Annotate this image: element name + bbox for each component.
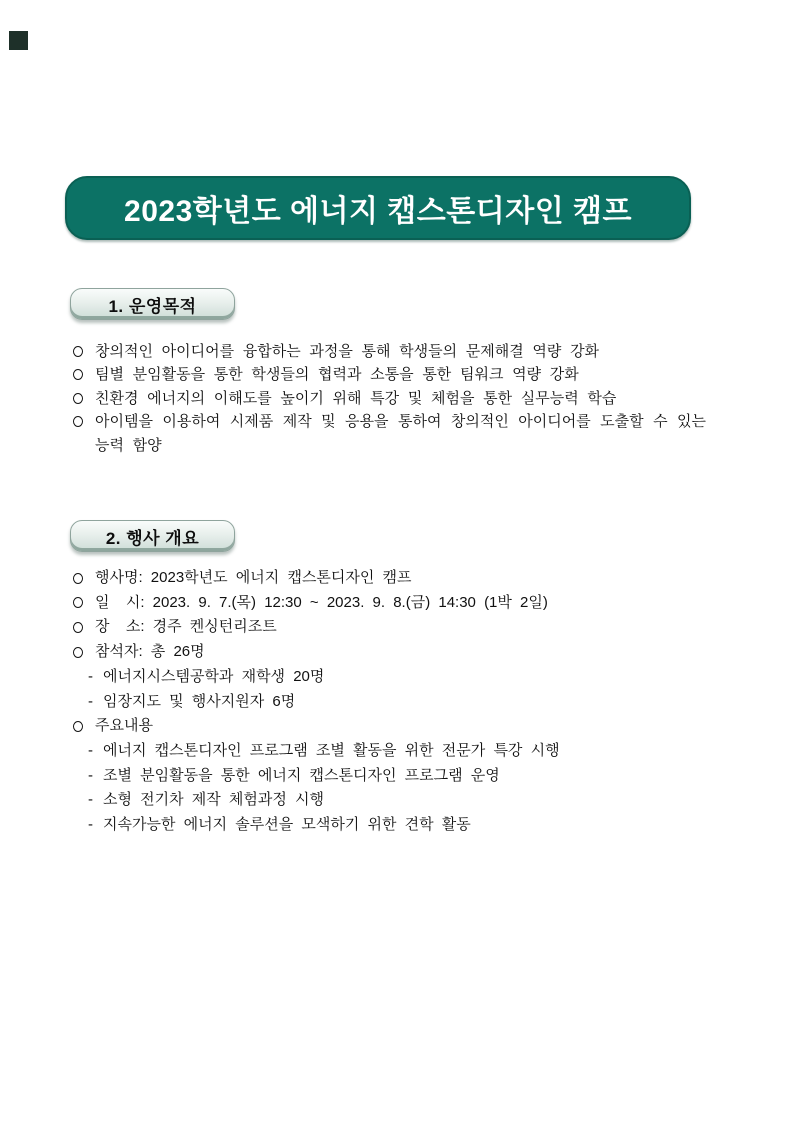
section-2-heading: 2. 행사 개요 bbox=[105, 528, 200, 548]
list-item-text: 임장지도 및 행사지원자 6명 bbox=[103, 692, 296, 710]
section-1-bullet-list bbox=[72, 340, 715, 457]
list-item bbox=[72, 739, 732, 764]
section-2-item-list bbox=[72, 566, 732, 838]
list-item-text: 일 시: 2023. 9. 7.(목) 12:30 ~ 2023. 9. 8.(금) 14:30 (1박 2일) bbox=[95, 593, 548, 611]
dash-marker-icon: - bbox=[88, 741, 93, 759]
circle-bullet-icon bbox=[73, 393, 83, 404]
list-item-text: 장 소: 경주 켄싱턴리조트 bbox=[95, 618, 277, 636]
circle-bullet-icon bbox=[73, 597, 83, 608]
list-item bbox=[72, 813, 732, 838]
dash-marker-icon: - bbox=[88, 667, 93, 685]
list-item bbox=[72, 714, 732, 739]
circle-bullet-icon bbox=[73, 647, 83, 658]
list-item-text: 에너지시스템공학과 재학생 20명 bbox=[103, 667, 325, 685]
dash-marker-icon: - bbox=[88, 692, 93, 710]
list-item bbox=[72, 340, 706, 363]
list-item bbox=[72, 640, 732, 665]
list-item bbox=[72, 591, 732, 616]
list-item-text: 팀별 분임활동을 통한 학생들의 협력과 소통을 통한 팀워크 역량 강화 bbox=[95, 366, 579, 384]
list-item bbox=[72, 363, 706, 386]
list-item-text: 에너지 캡스톤디자인 프로그램 조별 활동을 위한 전문가 특강 시행 bbox=[103, 741, 560, 759]
section-1-heading-pill bbox=[70, 288, 235, 320]
dash-marker-icon: - bbox=[88, 816, 93, 834]
circle-bullet-icon bbox=[73, 573, 83, 584]
section-2-heading-pill bbox=[70, 520, 235, 552]
list-item-text: 아이템을 이용하여 시제품 제작 및 응용을 통하여 창의적인 아이디어를 도출할 수 있는 능력 함양 bbox=[95, 413, 715, 454]
list-item bbox=[72, 566, 732, 591]
list-item-text: 주요내용 bbox=[95, 717, 153, 735]
circle-bullet-icon bbox=[73, 369, 83, 380]
title-banner bbox=[65, 176, 691, 240]
circle-bullet-icon bbox=[73, 346, 83, 357]
circle-bullet-icon bbox=[73, 622, 83, 633]
list-item bbox=[72, 387, 706, 410]
document-title: 2023학년도 에너지 캡스톤디자인 캠프 bbox=[124, 195, 632, 228]
list-item bbox=[72, 788, 732, 813]
dash-marker-icon: - bbox=[88, 791, 93, 809]
list-item bbox=[72, 690, 732, 715]
list-item bbox=[72, 615, 732, 640]
dash-marker-icon: - bbox=[88, 766, 93, 784]
circle-bullet-icon bbox=[73, 416, 83, 427]
list-item-text: 참석자: 총 26명 bbox=[95, 643, 205, 661]
list-item bbox=[72, 665, 732, 690]
list-item-text: 지속가능한 에너지 솔루션을 모색하기 위한 견학 활동 bbox=[103, 816, 471, 834]
circle-bullet-icon bbox=[73, 721, 83, 732]
list-item bbox=[72, 764, 732, 789]
list-item-text: 조별 분임활동을 통한 에너지 캡스톤디자인 프로그램 운영 bbox=[103, 766, 500, 784]
list-item-text: 소형 전기차 제작 체험과정 시행 bbox=[103, 791, 325, 809]
list-item-text: 창의적인 아이디어를 융합하는 과정을 통해 학생들의 문제해결 역량 강화 bbox=[95, 343, 600, 360]
list-item-text: 친환경 에너지의 이해도를 높이기 위해 특강 및 체험을 통한 실무능력 학습 bbox=[95, 389, 617, 407]
list-item-text: 행사명: 2023학년도 에너지 캡스톤디자인 캠프 bbox=[95, 569, 412, 586]
corner-marker bbox=[9, 31, 28, 50]
list-item bbox=[72, 410, 715, 457]
section-1-heading: 1. 운영목적 bbox=[108, 296, 197, 316]
